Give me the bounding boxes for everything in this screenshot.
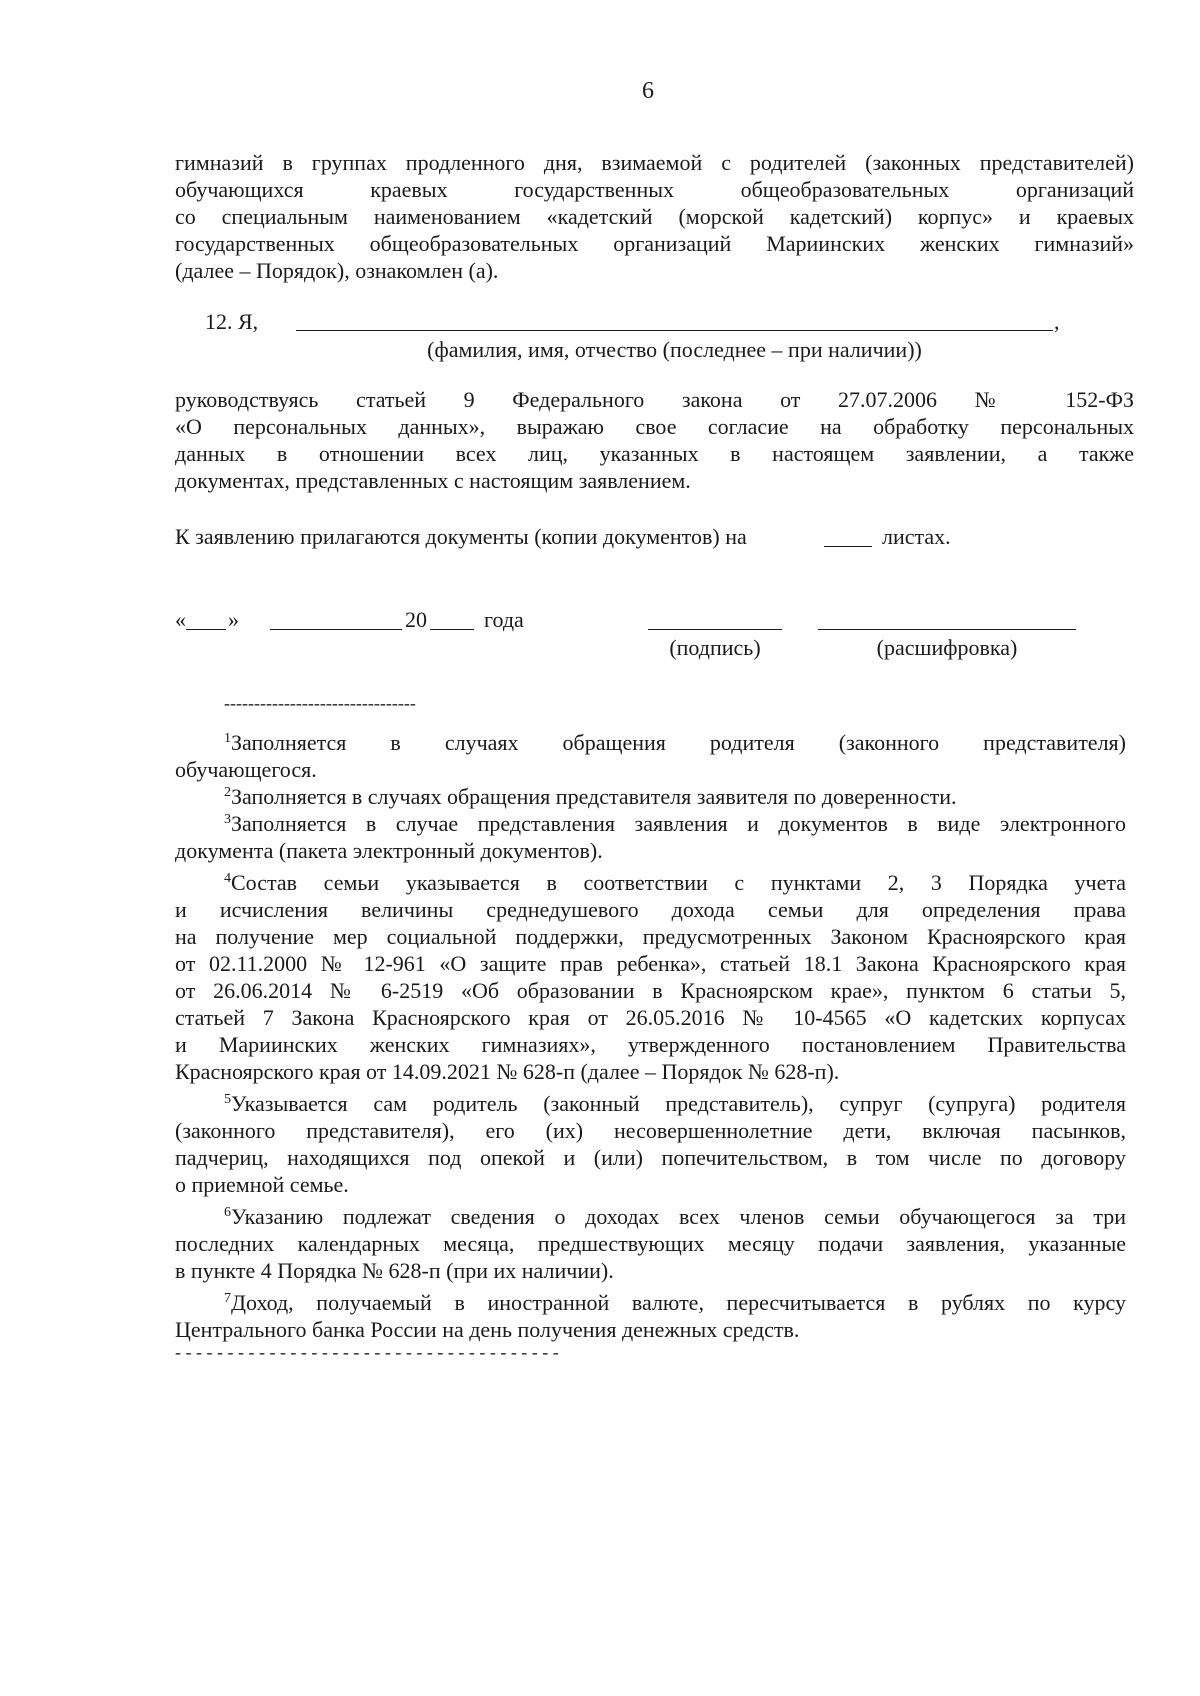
footnote-5-line: (законного представителя), его (их) несовершеннолетние дети, включая пасынков, [175,1118,1126,1143]
footnote-4-line: $^4$Состав семьи указывается в соответствии с пунктами 2, 3 Порядка учета [224,870,1126,895]
footnote-1-line: $^1$Заполняется в случаях обращения родителя (законного представителя) [224,730,1126,755]
full-name-field[interactable] [296,330,1053,331]
consent-line-comma: , [1054,309,1060,334]
footnote-6-line: последних календарных месяца, предшествующих месяцу подачи заявления, указанные [175,1231,1126,1256]
footnote-2-line: $^2$Заполняется в случаях обращения представителя заявителя по доверенности. [224,784,957,809]
footnote-mark: 7 [224,1291,231,1306]
signature-field[interactable] [648,629,782,630]
end-separator: - - - - - - - - - - - - - - - - - - - - - - - - - - - - - - - - - - - - - [175,1342,559,1362]
date-open-quote: « [175,607,186,632]
footnote-4-line: и Мариинских женских гимназиях», утвержденного постановлением Правительства [175,1032,1126,1057]
intro-line: государственных общеобразовательных организаций Мариинских женских гимназий» [175,231,1134,256]
footnote-5-line: $^5$Указывается сам родитель (законный представитель), супруг (супруга) родителя [224,1091,1126,1116]
consent-line: документах, представленных с настоящим заявлением. [175,468,691,493]
footnote-7-line: Центрального банка России на день получения денежных средств. [175,1317,800,1342]
footnote-4-line: от 26.06.2014 № 6-2519 «Об образовании в Красноярском крае», пунктом 6 статьи 5, [175,978,1126,1003]
consent-lead: 12. Я, [205,309,259,334]
date-year-field[interactable] [430,629,474,630]
footnote-5-line: о приемной семье. [175,1172,349,1197]
date-day-field[interactable] [186,629,226,630]
page-number: 6 [642,78,654,104]
year-suffix: года [484,607,524,632]
footnote-6-line: $^6$Указанию подлежат сведения о доходах всех членов семьи обучающегося за три [224,1204,1126,1229]
year-prefix: 20 [405,607,427,632]
footnote-4-line: Красноярского края от 14.09.2021 № 628-п (далее – Порядок № 628-п). [175,1059,840,1084]
footnote-4-line: от 02.11.2000 № 12-961 «О защите прав ребенка», статьей 18.1 Закона Красноярского края [175,951,1126,976]
date-close-quote: » [228,607,239,632]
footnote-5-line: падчериц, находящихся под опекой и (или) попечительством, в том числе по договору [175,1145,1126,1170]
footnote-mark: 4 [224,871,231,886]
footnote-separator: -------------------------------- [224,693,416,713]
footnote-mark: 1 [224,731,231,746]
footnote-3-line: документа (пакета электронный документов). [175,838,603,863]
intro-line: обучающихся краевых государственных общеобразовательных организаций [175,177,1134,202]
footnote-mark: 3 [224,812,231,827]
footnote-mark: 5 [224,1092,231,1107]
footnote-1-line: обучающегося. [175,757,317,782]
decoding-field[interactable] [818,629,1076,630]
consent-line: данных в отношении всех лиц, указанных в настоящем заявлении, а также [175,441,1134,466]
attachments-suffix: листах. [882,524,951,549]
consent-line: руководствуясь статьей 9 Федерального закона от 27.07.2006 № 152-ФЗ [175,387,1134,412]
date-month-field[interactable] [270,629,402,630]
footnote-4-line: на получение мер социальной поддержки, предусмотренных Законом Красноярского края [175,924,1126,949]
footnote-4-line: и исчисления величины среднедушевого дохода семьи для определения права [175,897,1126,922]
attachments-text: К заявлению прилагаются документы (копии документов) на [175,524,747,549]
footnote-6-line: в пункте 4 Порядка № 628-п (при их наличии). [175,1258,614,1283]
decoding-caption: (расшифровка) [876,635,1018,660]
signature-caption: (подпись) [669,635,761,660]
footnote-4-line: статьей 7 Закона Красноярского края от 26.05.2016 № 10-4565 «О кадетских корпусах [175,1005,1126,1030]
footnote-mark: 2 [224,785,231,800]
footnote-3-line: $^3$Заполняется в случае представления заявления и документов в виде электронного [224,811,1126,836]
sheet-count-field[interactable] [824,546,872,547]
footnote-mark: 6 [224,1205,231,1220]
footnote-7-line: $^7$Доход, получаемый в иностранной валюте, пересчитывается в рублях по курсу [224,1290,1126,1315]
intro-line: со специальным наименованием «кадетский (морской кадетский) корпус» и краевых [175,204,1134,229]
intro-line: гимназий в группах продленного дня, взимаемой с родителей (законных представителей) [175,150,1134,175]
consent-line: «О персональных данных», выражаю свое согласие на обработку персональных [175,414,1134,439]
full-name-caption: (фамилия, имя, отчество (последнее – при наличии)) [427,337,922,362]
intro-line: (далее – Порядок), ознакомлен (а). [175,258,499,283]
